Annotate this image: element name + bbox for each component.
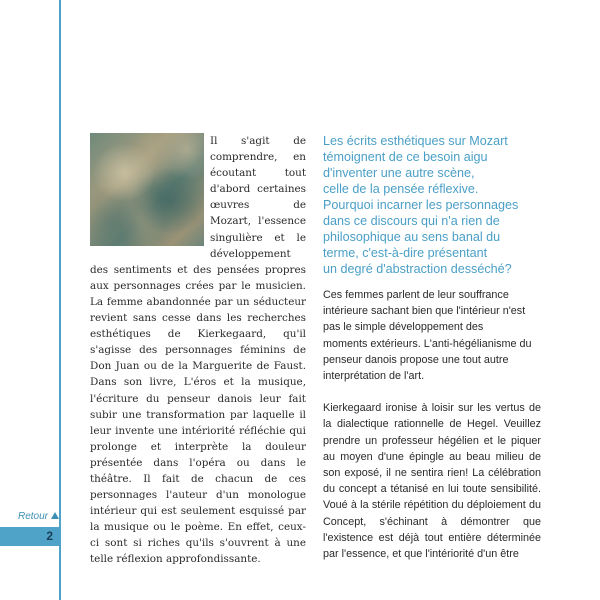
quote-line: un degré d'abstraction desséché? <box>323 262 512 276</box>
quote-line: Les écrits esthétiques sur Mozart <box>323 134 508 148</box>
quote-line: dans ce discours qui n'a rien de <box>323 214 500 228</box>
quote-line: d'inventer une autre scène, <box>323 166 475 180</box>
retour-label: Retour <box>18 511 49 522</box>
text-line: intérieure sachant bien que l'intérieur n'est <box>323 305 526 318</box>
left-paragraph: Il s'agit de comprendre, en écoutant tout d'abord certaines œuvres de Mozart, l'essence singulière et le développement des sentiments et des pensées propres aux personnages crées par le musicien. La femme abandonnée par un séducteur revient sans cesse dans les recherches esthétiques de Kierkegaard, qu'il s'agisse des personnages féminins de Don Juan ou de la Marguerite de Faust. Dans son livre, L'éros et la musique, l'écriture du penseur danois leur fait subir une transformation par laquelle il leur invente une intériorité réfléchie qui prolonge et interprète la douleur présentée dans l'opéra ou dans le théâtre. Il fait de chacun de ces personnages l'auteur d'un monologue intérieur qui est seulement esquissé par la musique ou le poème. En effet, ceux-ci sont si riches qu'ils s'ouvrent à une telle réflexion approfondissante. <box>90 135 306 566</box>
text-line: penseur danois propose une tout autre <box>323 353 509 366</box>
quote-line: philosophique au sens banal du <box>323 230 501 244</box>
pull-quote <box>323 133 553 277</box>
quote-line: terme, c'est-à-dire présentant <box>323 246 488 260</box>
mosaic-photo <box>90 133 204 246</box>
left-column <box>90 133 306 568</box>
retour-link[interactable] <box>18 511 59 522</box>
page-number-tab <box>0 527 61 546</box>
margin-rule <box>59 0 61 600</box>
triangle-up-icon <box>51 512 59 519</box>
text-line: interprétation de l'art. <box>323 370 425 383</box>
right-column <box>323 287 541 578</box>
page-number: 2 <box>46 529 53 543</box>
text-line: moments extérieurs. L'anti-hégélianisme du <box>323 337 532 350</box>
text-line: Ces femmes parlent de leur souffrance <box>323 289 509 301</box>
text-line: pas le simple développement des <box>323 321 484 334</box>
quote-line: Pourquoi incarner les personnages <box>323 198 519 212</box>
right-paragraph-2: Kierkegaard ironise à loisir sur les vertus de la dialectique rationnelle de Hegel. Veuillez prendre un professeur hégélien et le piquer au moyen d'une épingle au beau milieu de son exposé, il ne sentira rien! La célébration du concept a tétanisé en lui toute sensibilité. Voué à la stérile répétition du déploiement du Concept, s'échinant à démontrer que l'existence est déjà tout entière déterminée par l'essence, et que l'intériorité d'un être <box>323 402 541 561</box>
quote-line: témoignent de ce besoin aigu <box>323 150 488 164</box>
quote-line: celle de la pensée réflexive. <box>323 182 479 196</box>
right-paragraph-1 <box>323 287 541 384</box>
